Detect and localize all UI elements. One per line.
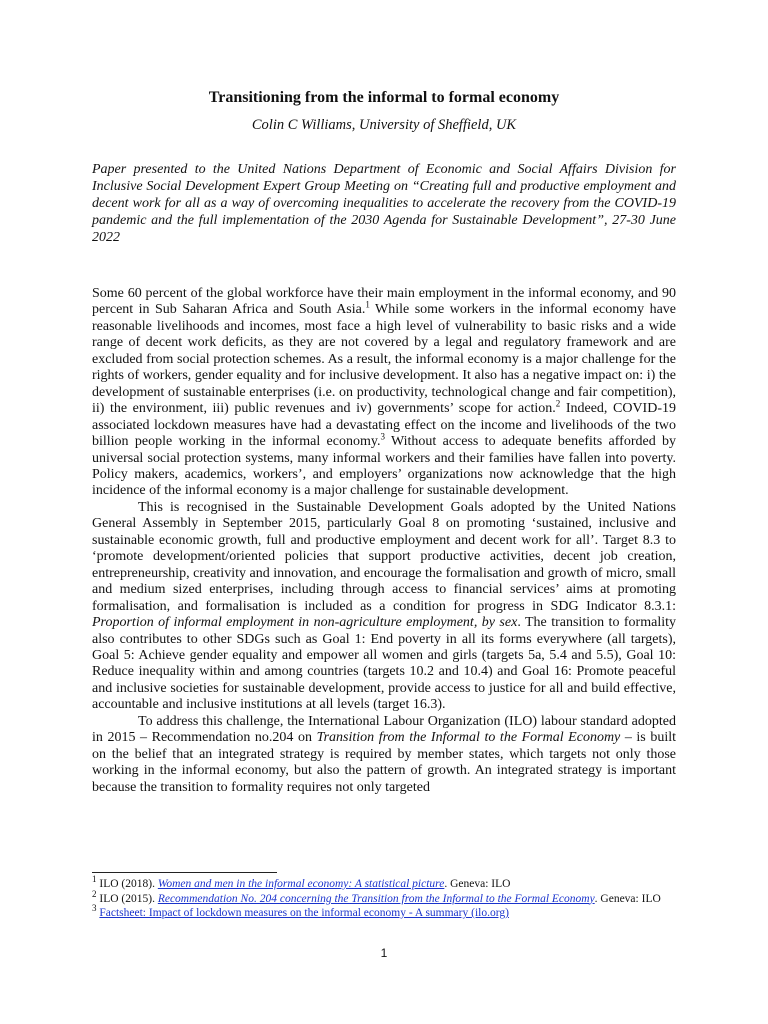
footnotes bbox=[92, 874, 676, 921]
paragraph-1: Some 60 percent of the global workforce have their main employment in the informal economy, and 90 percent in Sub Saharan Africa and South Asia.$^1$ While some workers in the informal economy have reasonable livelihoods and incomes, most face a high level of vulnerability to basic risks and a wide range of decent work deficits, as they are not covered by a legal and regulatory framework and are excluded from social protection schemes. As a result, the informal economy is a major challenge for the rights of workers, gender equality and for inclusive development. It also has a negative impact on: i) the development of sustainable enterprises (i.e. on productivity, technological change and fair competition), ii) the environment, iii) public revenues and iv) governments’ scope for action.$^2$ Indeed, COVID-19 associated lockdown measures have had a devastating effect on the income and livelihoods of the two billion people working in the informal economy.$^3$ Without access to adequate benefits afforded by universal social protection systems, many informal workers and their families have fallen into poverty. Policy makers, academics, workers’, and employers’ organizations now acknowledge that the high incidence of the informal economy is a major challenge for sustainable development. bbox=[92, 286, 676, 499]
paragraph-2: This is recognised in the Sustainable Development Goals adopted by the United Nations General Assembly in September 2015, particularly Goal 8 on promoting ‘sustained, inclusive and sustainable economic growth, full and productive employment and decent work for all’. Target 8.3 to ‘promote development/oriented policies that support productive activities, decent job creation, entrepreneurship, creativity and innovation, and encourage the formalisation and growth of micro, small and medium sized enterprises, including through access to financial services’ aims at promoting formalisation, and formalisation is included as a condition for progress in SDG Indicator 8.3.1: Proportion of informal employment in non-agriculture employment, by sex. The transition to formality also contributes to other SDGs such as Goal 1: End poverty in all its forms everywhere (all targets), Goal 5: Achieve gender equality and empower all women and girls (targets 5a, 5.4 and 5.5), Goal 10: Reduce inequality within and among countries (targets 10.2 and 10.4) and Goal 16: Promote peaceful and inclusive societies for sustainable development, provide access to justice for all and build effective, accountable and inclusive institutions at all levels (target 16.3). bbox=[92, 499, 676, 713]
footnote-2-link[interactable]: Recommendation No. 204 concerning the Transition from the Informal to the Formal Economy bbox=[157, 892, 595, 905]
footnote-1: $^1$ ILO (2018). Women and men in the informal economy: A statistical picture. Geneva: ILO bbox=[92, 874, 511, 890]
page-title: Transitioning from the informal to formal economy bbox=[208, 89, 560, 106]
footnote-3: $^3$ Factsheet: Impact of lockdown measures on the informal economy - A summary (ilo.org) bbox=[92, 903, 509, 919]
body-text bbox=[92, 286, 676, 796]
footnote-1-link[interactable]: Women and men in the informal economy: A statistical picture bbox=[157, 878, 445, 890]
footnote-divider bbox=[92, 872, 277, 873]
paragraph-3: To address this challenge, the International Labour Organization (ILO) labour standard adopted in 2015 – Recommendation no.204 on Transition from the Informal to the Formal Economy – is built on the belief that an integrated strategy is required by member states, which targets not only those working in the informal economy, but also the pattern of growth. An integrated strategy is important because the transition to formality requires not only targeted bbox=[92, 713, 676, 795]
footnote-ref-2[interactable]: 2 bbox=[555, 398, 561, 409]
page-number: 1 bbox=[380, 946, 388, 960]
footnote-ref-3[interactable]: 3 bbox=[380, 431, 385, 442]
footnote-2: $^2$ ILO (2015). Recommendation No. 204 concerning the Transition from the Informal to the Formal Economy. Geneva: ILO bbox=[92, 888, 661, 905]
author-line: Colin C Williams, University of Sheffield, UK bbox=[251, 117, 517, 133]
footnote-3-link[interactable]: Factsheet: Impact of lockdown measures on the informal economy - A summary (ilo.org) bbox=[99, 907, 509, 919]
footnote-ref-1[interactable]: 1 bbox=[365, 299, 370, 310]
intro-paragraph: Paper presented to the United Nations Department of Economic and Social Affairs Division for Inclusive Social Development Expert Group Meeting on “Creating full and productive employment and decent work for all as a way of overcoming inequalities to accelerate the recovery from the COVID-19 pandemic and the full implementation of the 2030 Agenda for Sustainable Development”, 27-30 June 2022 bbox=[92, 162, 676, 245]
